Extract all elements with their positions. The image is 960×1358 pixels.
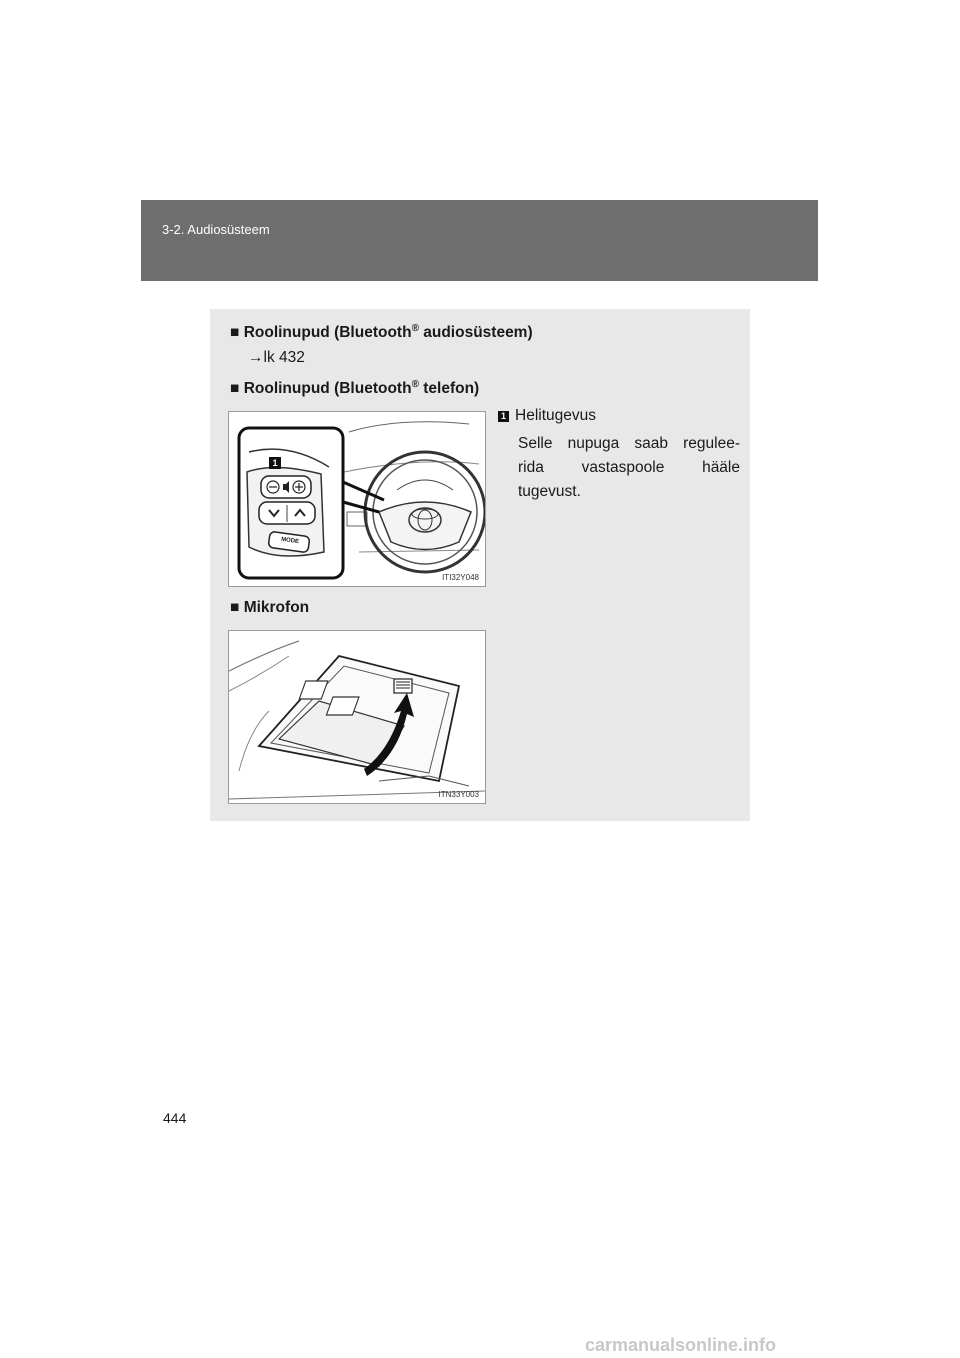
heading-text-end: telefon) [418, 380, 480, 398]
overhead-console-illustration [229, 631, 485, 803]
registered-mark: ® [411, 379, 419, 390]
figure-code: ITN33Y003 [438, 790, 479, 799]
item-title: Helitugevus [515, 407, 596, 424]
page-number: 444 [163, 1110, 187, 1126]
item-1 [498, 405, 596, 427]
steering-wheel-figure [228, 411, 486, 587]
item-description-line1: Selle nupuga saab regulee- [518, 435, 740, 452]
callout-number: 1 [272, 458, 278, 468]
registered-mark: ® [411, 323, 419, 334]
heading-text: Roolinupud (Bluetooth [243, 380, 412, 398]
section-title: 3-2. Audiosüsteem [162, 222, 270, 237]
figure-code: ITI32Y048 [442, 573, 479, 582]
item-number-badge: 1 [498, 411, 509, 422]
heading-text-end: audiosüsteem) [418, 324, 533, 342]
page-reference-text: lk 432 [263, 349, 305, 366]
bullet: ■ [230, 324, 240, 342]
heading-text: Roolinupud (Bluetooth [243, 324, 412, 342]
page-reference[interactable] [248, 349, 305, 367]
arrow-icon: → [248, 349, 264, 366]
steering-wheel-illustration [229, 412, 485, 586]
heading-steering-phone [230, 379, 479, 398]
page-header [141, 200, 818, 281]
mode-button-label: MODE [280, 536, 300, 546]
bullet: ■ [230, 599, 240, 616]
heading-text: Mikrofon [243, 599, 310, 616]
microphone-figure [228, 630, 486, 804]
heading-microphone [230, 599, 309, 617]
item-description-line2: rida vastaspoole hääle [518, 459, 740, 476]
watermark: carmanualsonline.info [585, 1335, 777, 1355]
item-description-line3: tugevust. [518, 483, 581, 500]
content-panel [210, 309, 750, 821]
heading-steering-audio [230, 323, 533, 342]
bullet: ■ [230, 380, 240, 398]
